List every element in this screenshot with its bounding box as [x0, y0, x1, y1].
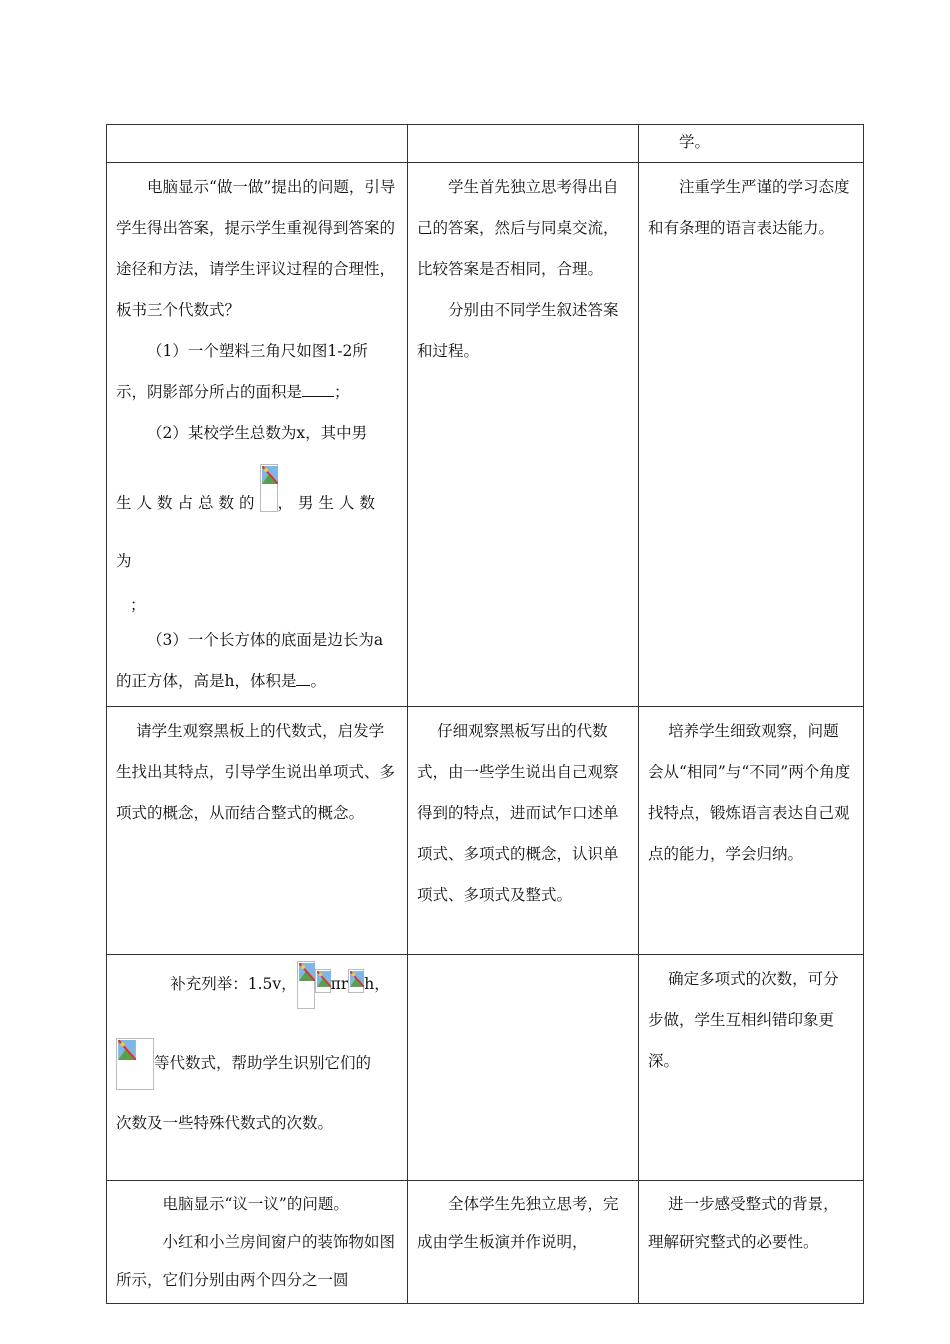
design-intent-cell [639, 955, 864, 1181]
teacher-activity-cell [107, 707, 408, 955]
cell-text: 学生首先独立思考得出自己的答案，然后与同桌交流，比较答案是否相同，合理。 [417, 178, 619, 278]
teacher-activity-cell [107, 163, 408, 707]
question-2-line-2: 生人数占总数的 ，男生人数为 [116, 464, 398, 590]
question-1: （1）一个塑料三角尺如图1-2所示，阴影部分所占的面积是 ； [116, 342, 368, 401]
cell-text: 小红和小兰房间窗户的装饰物如图所示，它们分别由两个四分之一圆 [116, 1233, 396, 1289]
cell-text: 确定多项式的次数，可分步做，学生互相纠错印象更深。 [648, 970, 839, 1070]
cell-text: 学。 [679, 133, 711, 151]
design-intent-cell [639, 707, 864, 955]
expression-image-icon [348, 969, 364, 993]
question-3: （3）一个长方体的底面是边长为a的正方体，高是h，体积是 。 [116, 631, 384, 690]
fraction-image-icon [260, 464, 278, 512]
student-activity-cell [408, 125, 639, 163]
student-activity-cell [408, 1181, 639, 1304]
design-intent-cell [639, 163, 864, 707]
table-row [107, 707, 864, 955]
cell-text: 仔细观察黑板写出的代数式，由一些学生说出自己观察得到的特点，进而试乍口述单项式、多项式的概念，认识单项式、多项式及整式。 [417, 722, 619, 904]
cell-text: 分别由不同学生叙述答案和过程。 [417, 301, 619, 360]
cell-text: 进一步感受整式的背景，理解研究整式的必要性。 [648, 1195, 839, 1251]
student-activity-cell [408, 707, 639, 955]
teacher-activity-cell [107, 125, 408, 163]
question-2-line-1: （2）某校学生总数为x，其中男 [147, 424, 368, 442]
table-row [107, 125, 864, 163]
question-2-line-3: ； [130, 596, 146, 614]
cell-text: 电脑显示“议一议”的问题。 [162, 1195, 349, 1213]
expression-image-icon [315, 969, 331, 993]
example-line-1: 补充列举：1.5v， πr h， [116, 959, 398, 1009]
cell-text: 全体学生先独立思考，完成由学生板演并作说明， [417, 1195, 619, 1251]
design-intent-cell [639, 125, 864, 163]
cell-text: 请学生观察黑板上的代数式，启发学生找出其特点，引导学生说出单项式、多项式的概念，从而结合整式的概念。 [116, 722, 396, 822]
table-row [107, 1181, 864, 1304]
teacher-activity-cell [107, 955, 408, 1181]
design-intent-cell [639, 1181, 864, 1304]
expression-image-icon [116, 1038, 154, 1090]
teacher-activity-cell [107, 1181, 408, 1304]
answer-blank [296, 669, 310, 686]
table-row [107, 163, 864, 707]
table-row [107, 955, 864, 1181]
example-line-3: 次数及一些特殊代数式的次数。 [116, 1114, 334, 1132]
lesson-plan-table [106, 124, 864, 1304]
answer-blank [302, 380, 334, 397]
example-line-2: 等代数式，帮助学生识别它们的 [116, 1033, 398, 1093]
student-activity-cell [408, 955, 639, 1181]
cell-text: 电脑显示“做一做”提出的问题，引导学生得出答案，提示学生重视得到答案的途径和方法，请学生评议过程的合理性，板书三个代数式？ [116, 178, 396, 319]
cell-text: 培养学生细致观察，问题会从“相同”与“不同”两个角度找特点，锻炼语言表达自己观点的能力，学会归纳。 [648, 722, 851, 863]
student-activity-cell [408, 163, 639, 707]
cell-text: 注重学生严谨的学习态度和有条理的语言表达能力。 [648, 178, 850, 237]
expression-image-icon [297, 961, 315, 1009]
